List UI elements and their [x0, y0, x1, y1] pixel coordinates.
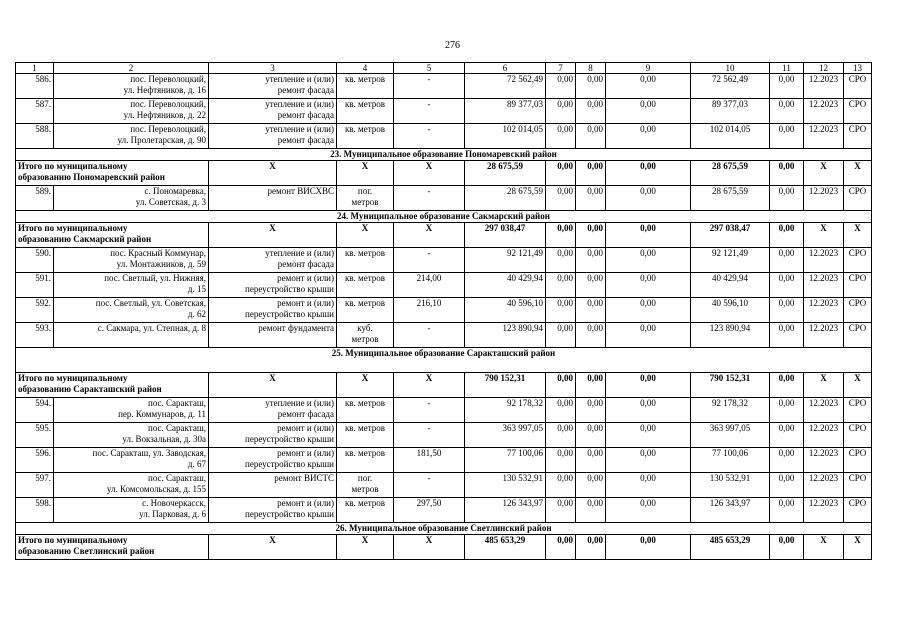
row-number: 590.: [16, 248, 54, 273]
fund-cell-10: 40 596,10: [691, 298, 770, 323]
method-cell: Х: [844, 373, 872, 398]
work-type-cell: утепление и (или) ремонт фасада: [209, 124, 337, 149]
method-cell: Х: [844, 161, 872, 186]
address-cell: с. Пономаревка, ул. Советская, д. 3: [54, 186, 209, 211]
fund-cell-10: 485 653,29: [691, 535, 770, 560]
fund-cell-10: 297 038,47: [691, 223, 770, 248]
quantity-cell: 214,00: [394, 273, 465, 298]
work-type-cell: утепление и (или) ремонт фасада: [209, 99, 337, 124]
fund-cell-10: 40 429,94: [691, 273, 770, 298]
fund-cell-7: 0,00: [546, 161, 576, 186]
fund-cell-11: 0,00: [770, 323, 804, 348]
method-cell: СРО: [844, 448, 872, 473]
fund-cell-8: 0,00: [576, 99, 606, 124]
subtotal-label: Итого по муниципальному образованию Саракташский район: [16, 373, 209, 398]
fund-cell-8: 0,00: [576, 373, 606, 398]
quantity-cell: -: [394, 248, 465, 273]
total-cost-cell: 130 532,91: [465, 473, 546, 498]
column-number: 12: [804, 63, 844, 74]
fund-cell-7: 0,00: [546, 423, 576, 448]
work-type-cell: ремонт и (или) переустройство крыши: [209, 448, 337, 473]
column-number: 5: [394, 63, 465, 74]
fund-cell-10: 77 100,06: [691, 448, 770, 473]
unit-cell: кв. метров: [337, 273, 394, 298]
row-number: 589.: [16, 186, 54, 211]
row-number: 587.: [16, 99, 54, 124]
fund-cell-8: 0,00: [576, 161, 606, 186]
section-title: 26. Муниципальное образование Светлинский район: [16, 523, 872, 535]
unit-cell: пог. метров: [337, 186, 394, 211]
row-number: 593.: [16, 323, 54, 348]
subtotal-row: [16, 161, 872, 186]
fund-cell-10: 123 890,94: [691, 323, 770, 348]
fund-cell-8: 0,00: [576, 298, 606, 323]
fund-cell-9: 0,00: [606, 223, 691, 248]
section-title: 25. Муниципальное образование Саракташский район: [16, 348, 872, 373]
fund-cell-11: 0,00: [770, 498, 804, 523]
table-row: [16, 99, 872, 124]
unit-cell: пог. метров: [337, 473, 394, 498]
fund-cell-9: 0,00: [606, 323, 691, 348]
fund-cell-9: 0,00: [606, 161, 691, 186]
column-number: 6: [465, 63, 546, 74]
fund-cell-9: 0,00: [606, 398, 691, 423]
fund-cell-7: 0,00: [546, 373, 576, 398]
deadline-cell: 12.2023: [804, 273, 844, 298]
fund-cell-9: 0,00: [606, 74, 691, 99]
fund-cell-10: 126 343,97: [691, 498, 770, 523]
fund-cell-9: 0,00: [606, 423, 691, 448]
fund-cell-7: 0,00: [546, 273, 576, 298]
fund-cell-10: 790 152,31: [691, 373, 770, 398]
unit-cell: Х: [337, 373, 394, 398]
column-number: 4: [337, 63, 394, 74]
column-number: 11: [770, 63, 804, 74]
total-cost-cell: 40 429,94: [465, 273, 546, 298]
address-cell: пос. Переволоцкий, ул. Нефтяников, д. 22: [54, 99, 209, 124]
fund-cell-8: 0,00: [576, 448, 606, 473]
method-cell: СРО: [844, 99, 872, 124]
unit-cell: Х: [337, 535, 394, 560]
fund-cell-8: 0,00: [576, 473, 606, 498]
deadline-cell: Х: [804, 535, 844, 560]
fund-cell-11: 0,00: [770, 124, 804, 149]
fund-cell-8: 0,00: [576, 74, 606, 99]
fund-cell-11: 0,00: [770, 473, 804, 498]
deadline-cell: 12.2023: [804, 124, 844, 149]
fund-cell-10: 28 675,59: [691, 186, 770, 211]
total-cost-cell: 363 997,05: [465, 423, 546, 448]
table-body: [16, 63, 872, 560]
fund-cell-11: 0,00: [770, 223, 804, 248]
total-cost-cell: 92 178,32: [465, 398, 546, 423]
quantity-cell: -: [394, 186, 465, 211]
quantity-cell: 181,50: [394, 448, 465, 473]
fund-cell-9: 0,00: [606, 186, 691, 211]
work-type-cell: Х: [209, 223, 337, 248]
quantity-cell: Х: [394, 535, 465, 560]
address-cell: пос. Саракташ, ул. Комсомольская, д. 155: [54, 473, 209, 498]
deadline-cell: 12.2023: [804, 298, 844, 323]
total-cost-cell: 790 152,31: [465, 373, 546, 398]
deadline-cell: 12.2023: [804, 323, 844, 348]
work-type-cell: утепление и (или) ремонт фасада: [209, 248, 337, 273]
address-cell: пос. Саракташ, ул. Заводская, д. 67: [54, 448, 209, 473]
quantity-cell: -: [394, 124, 465, 149]
fund-cell-7: 0,00: [546, 74, 576, 99]
unit-cell: Х: [337, 161, 394, 186]
fund-cell-11: 0,00: [770, 248, 804, 273]
fund-cell-7: 0,00: [546, 124, 576, 149]
deadline-cell: 12.2023: [804, 398, 844, 423]
fund-cell-7: 0,00: [546, 186, 576, 211]
column-number: 7: [546, 63, 576, 74]
method-cell: СРО: [844, 124, 872, 149]
unit-cell: Х: [337, 223, 394, 248]
fund-cell-9: 0,00: [606, 248, 691, 273]
quantity-cell: -: [394, 74, 465, 99]
work-type-cell: ремонт ВИСХВС: [209, 186, 337, 211]
fund-cell-11: 0,00: [770, 74, 804, 99]
address-cell: с. Сакмара, ул. Степная, д. 8: [54, 323, 209, 348]
fund-cell-11: 0,00: [770, 398, 804, 423]
fund-cell-8: 0,00: [576, 323, 606, 348]
work-type-cell: Х: [209, 373, 337, 398]
fund-cell-10: 102 014,05: [691, 124, 770, 149]
deadline-cell: 12.2023: [804, 423, 844, 448]
method-cell: СРО: [844, 74, 872, 99]
method-cell: СРО: [844, 498, 872, 523]
unit-cell: кв. метров: [337, 74, 394, 99]
column-number: 10: [691, 63, 770, 74]
unit-cell: кв. метров: [337, 124, 394, 149]
fund-cell-10: 72 562,49: [691, 74, 770, 99]
fund-cell-10: 89 377,03: [691, 99, 770, 124]
fund-cell-7: 0,00: [546, 99, 576, 124]
unit-cell: кв. метров: [337, 99, 394, 124]
row-number: 588.: [16, 124, 54, 149]
total-cost-cell: 72 562,49: [465, 74, 546, 99]
method-cell: СРО: [844, 298, 872, 323]
method-cell: СРО: [844, 323, 872, 348]
table-row: [16, 398, 872, 423]
deadline-cell: Х: [804, 223, 844, 248]
deadline-cell: Х: [804, 373, 844, 398]
quantity-cell: -: [394, 473, 465, 498]
fund-cell-8: 0,00: [576, 398, 606, 423]
total-cost-cell: 89 377,03: [465, 99, 546, 124]
work-type-cell: утепление и (или) ремонт фасада: [209, 398, 337, 423]
method-cell: СРО: [844, 248, 872, 273]
column-number: 2: [54, 63, 209, 74]
address-cell: с. Новочеркасск, ул. Парковая, д. 6: [54, 498, 209, 523]
fund-cell-9: 0,00: [606, 498, 691, 523]
table-row: [16, 124, 872, 149]
total-cost-cell: 102 014,05: [465, 124, 546, 149]
fund-cell-7: 0,00: [546, 298, 576, 323]
fund-cell-7: 0,00: [546, 223, 576, 248]
column-number: 13: [844, 63, 872, 74]
section-heading-row: [16, 211, 872, 223]
row-number: 586.: [16, 74, 54, 99]
fund-cell-8: 0,00: [576, 423, 606, 448]
fund-cell-11: 0,00: [770, 161, 804, 186]
row-number: 595.: [16, 423, 54, 448]
row-number: 597.: [16, 473, 54, 498]
work-type-cell: утепление и (или) ремонт фасада: [209, 74, 337, 99]
table-row: [16, 248, 872, 273]
work-type-cell: ремонт и (или) переустройство крыши: [209, 273, 337, 298]
fund-cell-11: 0,00: [770, 535, 804, 560]
fund-cell-7: 0,00: [546, 398, 576, 423]
quantity-cell: -: [394, 323, 465, 348]
fund-cell-7: 0,00: [546, 473, 576, 498]
fund-cell-8: 0,00: [576, 186, 606, 211]
section-title: 23. Муниципальное образование Пономаревский район: [16, 149, 872, 161]
deadline-cell: 12.2023: [804, 498, 844, 523]
total-cost-cell: 28 675,59: [465, 161, 546, 186]
fund-cell-8: 0,00: [576, 223, 606, 248]
column-number: 8: [576, 63, 606, 74]
fund-cell-11: 0,00: [770, 423, 804, 448]
quantity-cell: 216,10: [394, 298, 465, 323]
table-row: [16, 298, 872, 323]
subtotal-row: [16, 223, 872, 248]
row-number: 596.: [16, 448, 54, 473]
section-heading-row: [16, 348, 872, 373]
method-cell: СРО: [844, 473, 872, 498]
fund-cell-10: 92 121,49: [691, 248, 770, 273]
section-heading-row: [16, 149, 872, 161]
unit-cell: кв. метров: [337, 248, 394, 273]
column-number: 3: [209, 63, 337, 74]
deadline-cell: 12.2023: [804, 186, 844, 211]
unit-cell: кв. метров: [337, 298, 394, 323]
page-number: 276: [445, 40, 460, 51]
fund-cell-8: 0,00: [576, 248, 606, 273]
method-cell: СРО: [844, 398, 872, 423]
section-title: 24. Муниципальное образование Сакмарский район: [16, 211, 872, 223]
total-cost-cell: 485 653,29: [465, 535, 546, 560]
table-row: [16, 448, 872, 473]
total-cost-cell: 40 596,10: [465, 298, 546, 323]
fund-cell-11: 0,00: [770, 448, 804, 473]
fund-cell-9: 0,00: [606, 99, 691, 124]
fund-cell-7: 0,00: [546, 498, 576, 523]
fund-cell-8: 0,00: [576, 124, 606, 149]
row-number: 591.: [16, 273, 54, 298]
table-row: [16, 323, 872, 348]
address-cell: пос. Саракташ, ул. Вокзальная, д. 30а: [54, 423, 209, 448]
unit-cell: кв. метров: [337, 448, 394, 473]
quantity-cell: Х: [394, 373, 465, 398]
unit-cell: куб. метров: [337, 323, 394, 348]
method-cell: СРО: [844, 273, 872, 298]
table-row: [16, 273, 872, 298]
address-cell: пос. Светлый, ул. Советская, д. 62: [54, 298, 209, 323]
total-cost-cell: 77 100,06: [465, 448, 546, 473]
total-cost-cell: 28 675,59: [465, 186, 546, 211]
row-number: 594.: [16, 398, 54, 423]
fund-cell-10: 130 532,91: [691, 473, 770, 498]
work-type-cell: Х: [209, 161, 337, 186]
method-cell: Х: [844, 535, 872, 560]
column-number: 1: [16, 63, 54, 74]
fund-cell-7: 0,00: [546, 535, 576, 560]
table-row: [16, 74, 872, 99]
quantity-cell: -: [394, 398, 465, 423]
fund-cell-11: 0,00: [770, 373, 804, 398]
method-cell: СРО: [844, 423, 872, 448]
deadline-cell: 12.2023: [804, 473, 844, 498]
unit-cell: кв. метров: [337, 423, 394, 448]
fund-cell-8: 0,00: [576, 273, 606, 298]
address-cell: пос. Саракташ, пер. Коммунаров, д. 11: [54, 398, 209, 423]
work-type-cell: ремонт и (или) переустройство крыши: [209, 298, 337, 323]
total-cost-cell: 92 121,49: [465, 248, 546, 273]
method-cell: СРО: [844, 186, 872, 211]
table-row: [16, 186, 872, 211]
column-number-row: [16, 63, 872, 74]
table-row: [16, 473, 872, 498]
quantity-cell: Х: [394, 223, 465, 248]
total-cost-cell: 126 343,97: [465, 498, 546, 523]
method-cell: Х: [844, 223, 872, 248]
subtotal-label: Итого по муниципальному образованию Сакмарский район: [16, 223, 209, 248]
address-cell: пос. Светлый, ул. Нижняя, д. 15: [54, 273, 209, 298]
fund-cell-10: 92 178,32: [691, 398, 770, 423]
quantity-cell: -: [394, 99, 465, 124]
subtotal-row: [16, 535, 872, 560]
fund-cell-9: 0,00: [606, 473, 691, 498]
row-number: 592.: [16, 298, 54, 323]
row-number: 598.: [16, 498, 54, 523]
fund-cell-8: 0,00: [576, 498, 606, 523]
deadline-cell: 12.2023: [804, 74, 844, 99]
quantity-cell: Х: [394, 161, 465, 186]
fund-cell-9: 0,00: [606, 535, 691, 560]
fund-cell-7: 0,00: [546, 323, 576, 348]
subtotal-label: Итого по муниципальному образованию Светлинский район: [16, 535, 209, 560]
fund-cell-10: 363 997,05: [691, 423, 770, 448]
quantity-cell: 297,50: [394, 498, 465, 523]
address-cell: пос. Переволоцкий, ул. Нефтяников, д. 16: [54, 74, 209, 99]
total-cost-cell: 297 038,47: [465, 223, 546, 248]
deadline-cell: 12.2023: [804, 448, 844, 473]
fund-cell-9: 0,00: [606, 373, 691, 398]
fund-cell-11: 0,00: [770, 186, 804, 211]
subtotal-label: Итого по муниципальному образованию Пономаревский район: [16, 161, 209, 186]
work-type-cell: ремонт и (или) переустройство крыши: [209, 423, 337, 448]
deadline-cell: Х: [804, 161, 844, 186]
work-type-cell: ремонт ВИСТС: [209, 473, 337, 498]
fund-cell-11: 0,00: [770, 99, 804, 124]
fund-cell-9: 0,00: [606, 298, 691, 323]
deadline-cell: 12.2023: [804, 99, 844, 124]
fund-cell-8: 0,00: [576, 535, 606, 560]
fund-cell-7: 0,00: [546, 248, 576, 273]
column-number: 9: [606, 63, 691, 74]
fund-cell-11: 0,00: [770, 273, 804, 298]
address-cell: пос. Красный Коммунар, ул. Монтажников, д. 59: [54, 248, 209, 273]
address-cell: пос. Переволоцкий, ул. Пролетарская, д. 90: [54, 124, 209, 149]
fund-cell-9: 0,00: [606, 273, 691, 298]
fund-cell-11: 0,00: [770, 298, 804, 323]
fund-cell-10: 28 675,59: [691, 161, 770, 186]
table-row: [16, 498, 872, 523]
fund-cell-9: 0,00: [606, 124, 691, 149]
work-type-cell: Х: [209, 535, 337, 560]
subtotal-row: [16, 373, 872, 398]
work-type-cell: ремонт фундамента: [209, 323, 337, 348]
fund-cell-7: 0,00: [546, 448, 576, 473]
table-row: [16, 423, 872, 448]
quantity-cell: -: [394, 423, 465, 448]
unit-cell: кв. метров: [337, 498, 394, 523]
unit-cell: кв. метров: [337, 398, 394, 423]
fund-cell-9: 0,00: [606, 448, 691, 473]
section-heading-row: [16, 523, 872, 535]
capital-repair-table: [15, 62, 872, 560]
total-cost-cell: 123 890,94: [465, 323, 546, 348]
work-type-cell: ремонт и (или) переустройство крыши: [209, 498, 337, 523]
deadline-cell: 12.2023: [804, 248, 844, 273]
